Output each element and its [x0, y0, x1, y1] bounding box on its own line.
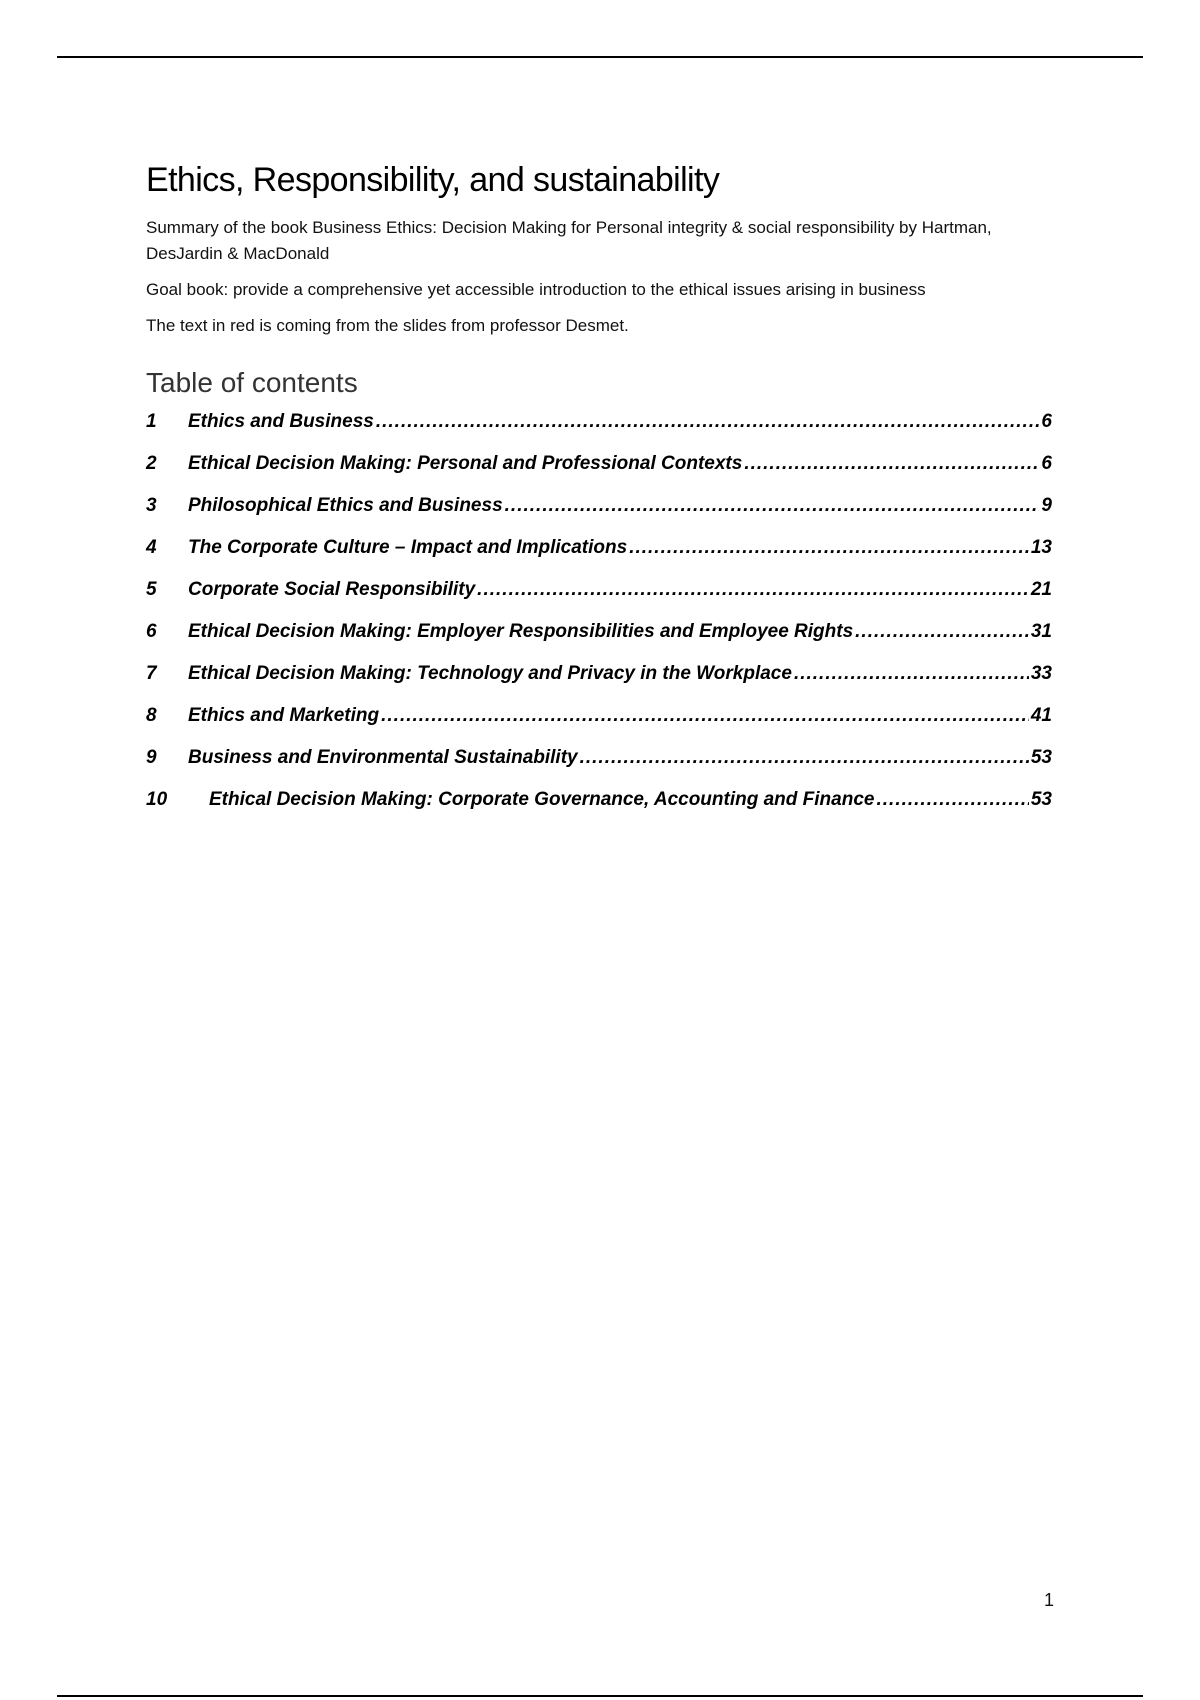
toc-entry-number: 3	[146, 495, 157, 517]
toc-dot-leader	[505, 495, 1040, 517]
toc-dot-leader	[855, 621, 1029, 643]
toc-entry-number: 10	[146, 789, 168, 811]
toc-entry-page: 33	[1030, 663, 1052, 685]
toc-entry-number: 8	[146, 705, 157, 727]
toc-heading: Table of contents	[146, 366, 358, 398]
toc-entry-page: 41	[1030, 705, 1052, 727]
toc-entry-label: Ethical Decision Making: Personal and Professional Contexts	[188, 453, 743, 475]
toc-entry-number: 5	[146, 579, 157, 601]
toc-dot-leader	[376, 411, 1040, 433]
goal-paragraph: Goal book: provide a comprehensive yet accessible introduction to the ethical issues arising in business	[146, 279, 926, 299]
toc-entry-label: Ethics and Marketing	[188, 705, 380, 727]
toc-dot-leader	[580, 747, 1029, 769]
toc-dot-leader	[744, 453, 1039, 475]
toc-entry[interactable]	[146, 705, 1052, 747]
toc-dot-leader	[381, 705, 1029, 727]
document-body	[146, 160, 1052, 831]
toc-entry[interactable]	[146, 579, 1052, 621]
toc-entry[interactable]	[146, 411, 1052, 453]
toc-entry[interactable]	[146, 537, 1052, 579]
document-title: Ethics, Responsibility, and sustainability	[146, 161, 720, 199]
toc-entry[interactable]	[146, 789, 1052, 831]
toc-entry-page: 13	[1030, 537, 1052, 559]
toc-entry[interactable]	[146, 495, 1052, 537]
toc-entry-number: 4	[146, 537, 157, 559]
toc-entry-label: Ethical Decision Making: Technology and Privacy in the Workplace	[188, 663, 792, 685]
toc-entry-page: 31	[1030, 621, 1052, 643]
toc-entry-label: Ethical Decision Making: Corporate Governance, Accounting and Finance	[209, 789, 875, 811]
toc-entry-label: Philosophical Ethics and Business	[188, 495, 503, 517]
toc-dot-leader	[477, 579, 1029, 601]
toc-entry-label: Ethics and Business	[188, 411, 374, 433]
toc-entry-label: Corporate Social Responsibility	[188, 579, 476, 601]
page-number: 1	[1043, 1590, 1054, 1610]
toc-dot-leader	[629, 537, 1029, 559]
table-of-contents	[146, 411, 1052, 831]
toc-entry-number: 9	[146, 747, 157, 769]
footer-rule	[57, 1695, 1143, 1697]
toc-entry[interactable]	[146, 663, 1052, 705]
toc-entry-number: 6	[146, 621, 157, 643]
toc-entry-number: 2	[146, 453, 157, 475]
summary-paragraph: Summary of the book Business Ethics: Decision Making for Personal integrity & social responsibility by Hartman, DesJardin & MacDonald	[146, 217, 992, 263]
toc-entry-page: 9	[1041, 495, 1052, 517]
header-rule	[57, 56, 1143, 58]
toc-entry-label: Business and Environmental Sustainability	[188, 747, 578, 769]
toc-entry[interactable]	[146, 747, 1052, 789]
toc-entry-number: 1	[146, 411, 157, 433]
toc-entry-label: The Corporate Culture – Impact and Implications	[188, 537, 628, 559]
note-paragraph: The text in red is coming from the slides from professor Desmet.	[146, 315, 629, 335]
toc-entry-page: 6	[1041, 453, 1052, 475]
toc-entry[interactable]	[146, 453, 1052, 495]
toc-entry-label: Ethical Decision Making: Employer Responsibilities and Employee Rights	[188, 621, 854, 643]
toc-entry-page: 6	[1041, 411, 1052, 433]
toc-entry[interactable]	[146, 621, 1052, 663]
toc-entry-page: 53	[1030, 789, 1052, 811]
toc-entry-number: 7	[146, 663, 157, 685]
toc-dot-leader	[794, 663, 1029, 685]
toc-entry-page: 21	[1030, 579, 1052, 601]
toc-dot-leader	[876, 789, 1028, 811]
toc-entry-page: 53	[1030, 747, 1052, 769]
